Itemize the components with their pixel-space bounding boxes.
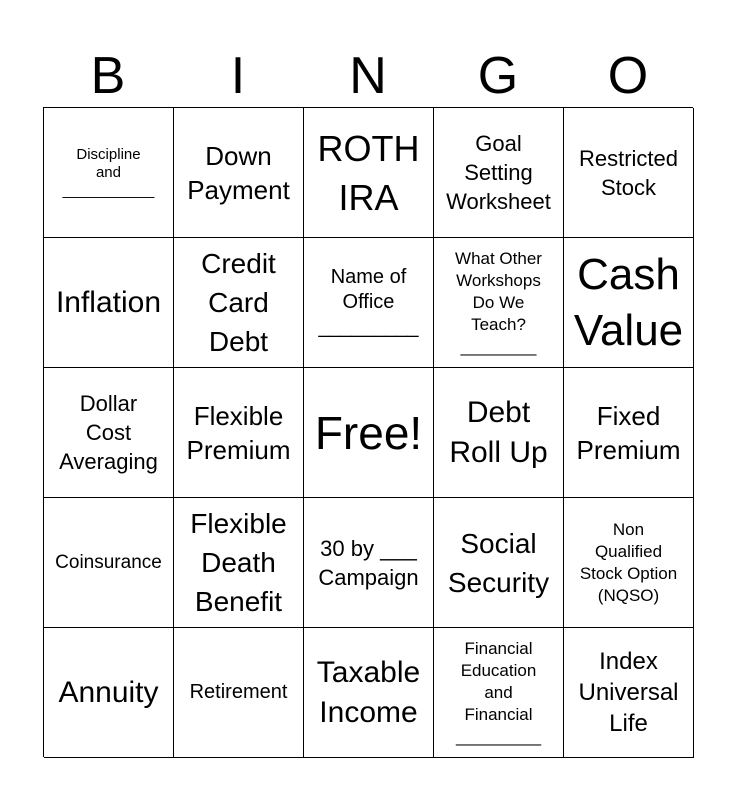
cell-text: Discipline and ___________	[62, 145, 155, 199]
cell-text: Dollar Cost Averaging	[59, 391, 158, 474]
cell-text: 30 by ___ Campaign	[318, 535, 419, 590]
bingo-cell-r4c3[interactable]	[304, 498, 434, 628]
cell-text: Name of Office _________	[318, 266, 419, 338]
bingo-cell-r3c4[interactable]	[434, 368, 564, 498]
header-letter-o: O	[607, 47, 649, 105]
bingo-cell-r1c2[interactable]	[174, 108, 304, 238]
cell-text: Down Payment	[187, 140, 290, 205]
bingo-card-grid	[43, 107, 693, 757]
cell-text: Credit Card Debt	[201, 248, 276, 357]
bingo-cell-r3c2[interactable]	[174, 368, 304, 498]
cell-text: Financial Education and Financial _________	[455, 638, 542, 746]
bingo-cell-r5c4[interactable]	[434, 628, 564, 758]
bingo-cell-r2c2[interactable]	[174, 238, 304, 368]
bingo-cell-r4c4[interactable]	[434, 498, 564, 628]
cell-text: Coinsurance	[55, 552, 162, 573]
header-letter-g: G	[477, 47, 519, 105]
cell-text: Inflation	[55, 285, 162, 319]
bingo-cell-r5c3[interactable]	[304, 628, 434, 758]
bingo-cell-r5c2[interactable]	[174, 628, 304, 758]
cell-text: Taxable Income	[316, 655, 421, 729]
cell-text: ROTH IRA	[317, 127, 420, 218]
bingo-cell-r3c5[interactable]	[564, 368, 694, 498]
header-letter-n: N	[349, 47, 387, 105]
cell-text: Annuity	[58, 675, 159, 709]
free-space-cell[interactable]	[304, 368, 434, 498]
cell-text: What Other Workshops Do We Teach? ________	[455, 248, 542, 356]
cell-text: Index Universal Life	[578, 648, 679, 737]
bingo-cell-r5c1[interactable]	[44, 628, 174, 758]
cell-text: Free!	[314, 406, 423, 459]
cell-text: Non Qualified Stock Option (NQSO)	[579, 519, 678, 605]
bingo-cell-r2c1[interactable]	[44, 238, 174, 368]
bingo-header	[43, 46, 693, 106]
bingo-cell-r1c1[interactable]	[44, 108, 174, 238]
bingo-cell-r1c5[interactable]	[564, 108, 694, 238]
header-letter-i: I	[230, 47, 246, 105]
bingo-cell-r5c5[interactable]	[564, 628, 694, 758]
cell-text: Fixed Premium	[576, 400, 681, 465]
bingo-cell-r2c3[interactable]	[304, 238, 434, 368]
cell-text: Flexible Death Benefit	[190, 508, 287, 617]
bingo-cell-r4c1[interactable]	[44, 498, 174, 628]
cell-text: Cash Value	[573, 249, 684, 355]
bingo-cell-r1c3[interactable]	[304, 108, 434, 238]
cell-text: Flexible Premium	[186, 400, 291, 465]
bingo-cell-r2c5[interactable]	[564, 238, 694, 368]
bingo-cell-r3c1[interactable]	[44, 368, 174, 498]
bingo-cell-r4c2[interactable]	[174, 498, 304, 628]
bingo-cell-r1c4[interactable]	[434, 108, 564, 238]
cell-text: Retirement	[189, 681, 288, 703]
cell-text: Goal Setting Worksheet	[446, 131, 551, 214]
bingo-cell-r4c5[interactable]	[564, 498, 694, 628]
cell-text: Social Security	[447, 527, 550, 598]
header-letter-b: B	[90, 47, 126, 105]
bingo-cell-r2c4[interactable]	[434, 238, 564, 368]
cell-text: Restricted Stock	[578, 145, 679, 200]
cell-text: Debt Roll Up	[449, 395, 548, 469]
